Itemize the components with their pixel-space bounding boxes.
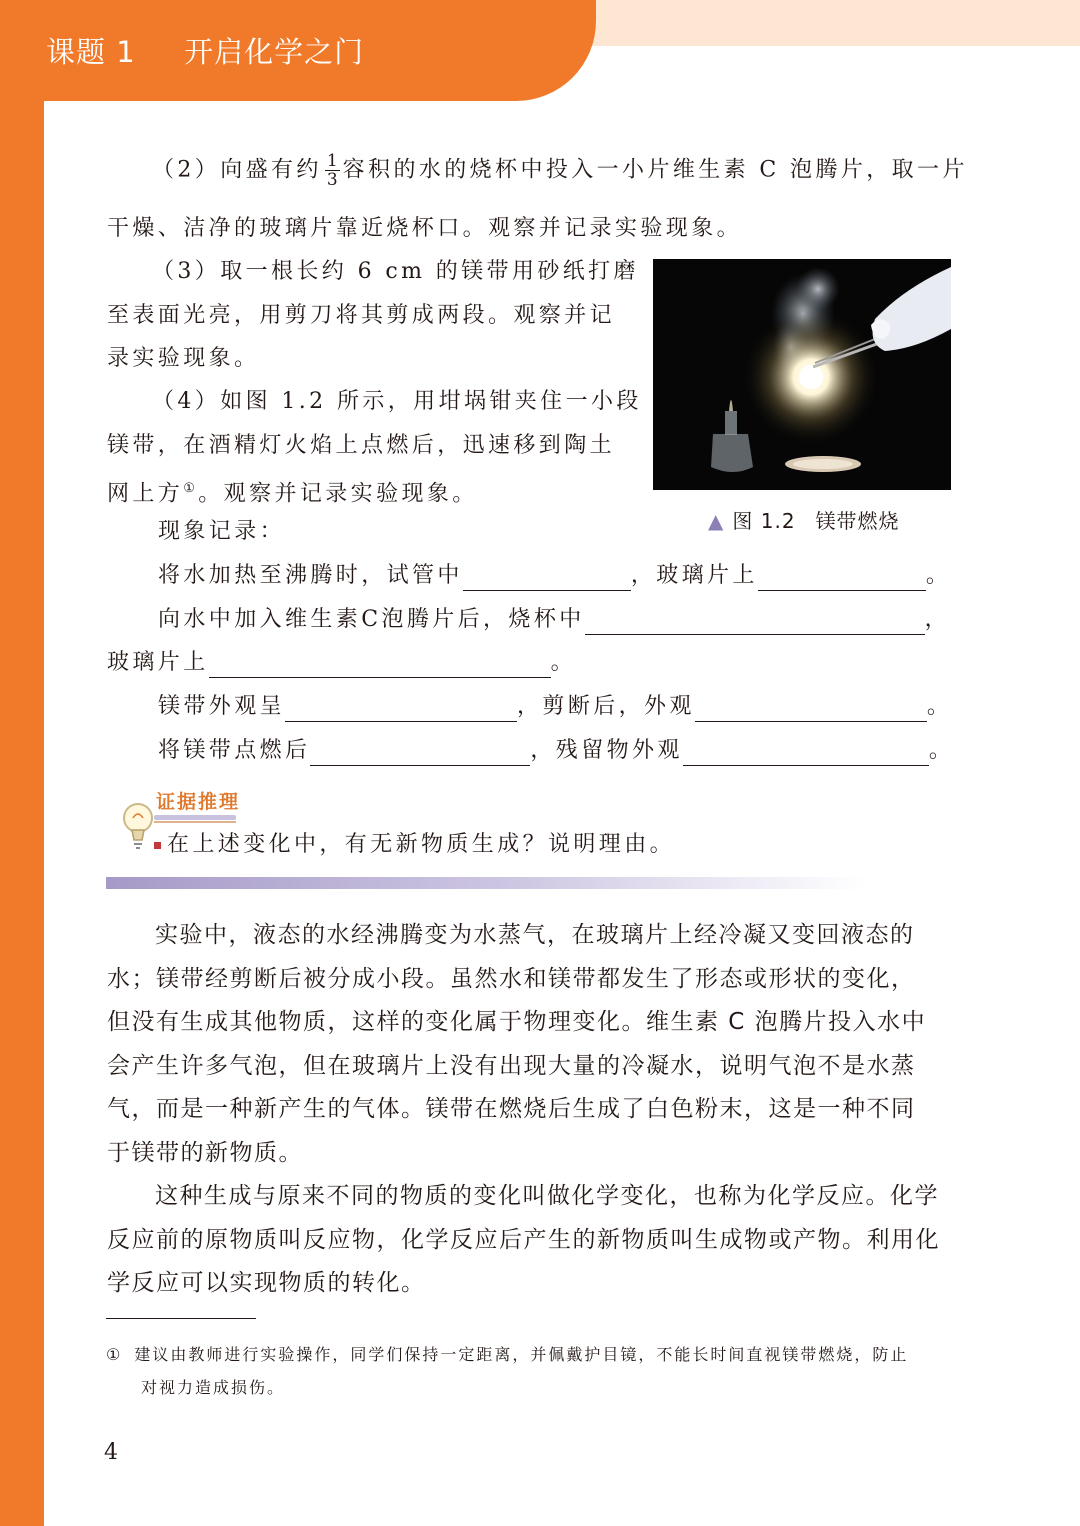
side-color-bar [0,0,44,1526]
evidence-title-bar [154,815,236,820]
evidence-reasoning-title: 证据推理 [156,791,241,813]
bullet-icon [154,842,161,849]
fraction-one-third: $\frac{1}{3}$ [326,151,338,190]
step-3-line-3: 录实验现象。 [107,346,260,371]
lesson-title: 开启化学之门 [184,35,365,69]
paragraph-2-line-2: 反应前的原物质叫反应物，化学反应后产生的新物质叫生成物或产物。利用化 [107,1227,940,1253]
answer-blank[interactable] [585,610,925,635]
answer-blank[interactable] [695,697,927,722]
footnote-line-2: 对视力造成损伤。 [141,1378,286,1397]
photo-illustration [653,259,951,490]
step-3-line-2: 至表面光亮，用剪刀将其剪成两段。观察并记 [107,303,616,328]
figure-caption: ▲ 图 1.2 镁带燃烧 [708,509,900,533]
step-4-line-1: （4）如图 1.2 所示，用坩埚钳夹住一小段 [152,389,642,414]
record-row-5: 将镁带点燃后 ，残留物外观 。 [158,736,954,766]
footnote-rule [106,1318,256,1319]
step-2-line-1: （2）向盛有约 $\frac{1}{3}$ 容积的水的烧杯中投入一小片维生素 C 泡腾片，取一片 [152,151,968,190]
triangle-icon: ▲ [708,509,725,533]
magnesium-burning-photo [653,259,951,490]
paragraph-1-line-1: 实验中，液态的水经沸腾变为水蒸气，在玻璃片上经冷凝又变回液态的 [155,922,915,948]
paragraph-1-line-6: 于镁带的新物质。 [107,1140,303,1166]
answer-blank[interactable] [683,741,929,766]
answer-blank[interactable] [463,566,631,591]
answer-blank[interactable] [285,697,517,722]
answer-blank[interactable] [758,566,926,591]
footnote-line-1: ① 建议由教师进行实验操作，同学们保持一定距离，并佩戴护目镜，不能长时间直视镁带燃烧，防止 [106,1345,909,1364]
record-row-3: 玻璃片上 。 [107,648,576,678]
page-number: 4 [104,1440,118,1465]
footnote-reference: ① [183,481,199,496]
evidence-question: 在上述变化中，有无新物质生成？说明理由。 [154,830,675,860]
record-heading: 现象记录： [158,519,286,544]
record-row-4: 镁带外观呈 ，剪断后，外观 。 [158,692,952,722]
header-light-band [560,0,1080,46]
chapter-title [46,30,364,71]
record-row-1: 将水加热至沸腾时，试管中 ，玻璃片上 。 [158,561,951,591]
step-3-line-1: （3）取一根长约 6 cm 的镁带用砂纸打磨 [152,259,639,284]
paragraph-2-line-1: 这种生成与原来不同的物质的变化叫做化学变化，也称为化学反应。化学 [155,1183,939,1209]
lesson-label: 课题 1 [46,35,136,69]
answer-blank[interactable] [310,741,530,766]
record-row-2: 向水中加入维生素C泡腾片后，烧杯中 ， [158,605,950,635]
paragraph-2-line-3: 学反应可以实现物质的转化。 [107,1270,426,1296]
step-4-line-3: 网上方①。观察并记录实验现象。 [107,481,478,507]
answer-blank[interactable] [209,653,551,678]
paragraph-1-line-4: 会产生许多气泡，但在玻璃片上没有出现大量的冷凝水，说明气泡不是水蒸 [107,1053,916,1079]
paragraph-1-line-5: 气，而是一种新产生的气体。镁带在燃烧后生成了白色粉末，这是一种不同 [107,1096,916,1122]
lightbulb-icon [118,800,158,854]
paragraph-1-line-3: 但没有生成其他物质，这样的变化属于物理变化。维生素 C 泡腾片投入水中 [107,1009,927,1035]
step-4-line-2: 镁带，在酒精灯火焰上点燃后，迅速移到陶土 [107,433,616,458]
step-2-line-2: 干燥、洁净的玻璃片靠近烧杯口。观察并记录实验现象。 [107,216,743,241]
chapter-header-tab [0,0,596,101]
section-divider [106,877,866,889]
paragraph-1-line-2: 水；镁带经剪断后被分成小段。虽然水和镁带都发生了形态或形状的变化， [107,966,916,992]
